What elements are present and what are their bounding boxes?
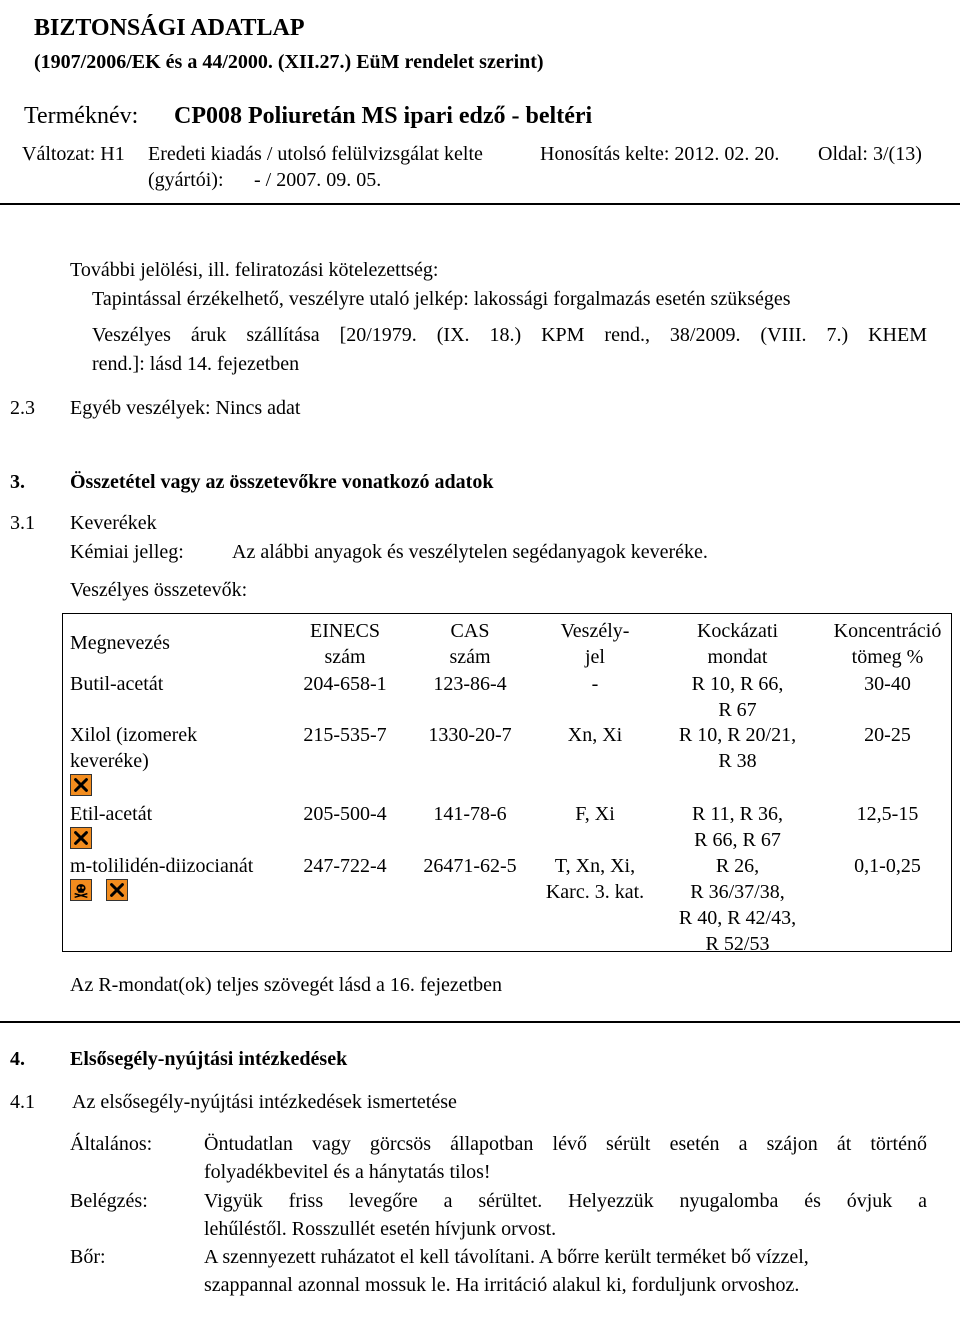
col-header-hazard: Veszély- jel bbox=[560, 620, 630, 668]
row-1-risk: R 10, R 66, R 67 bbox=[691, 673, 784, 721]
col-header-cas: CAS szám bbox=[449, 620, 491, 668]
row-2-cas: 1330-20-7 bbox=[428, 724, 512, 746]
section-3-number: 3. bbox=[10, 471, 25, 493]
section-2-3-number: 2.3 bbox=[10, 397, 35, 419]
first-aid-general-line-1: Öntudatlan vagy görcsös állapotban lévő sérült esetén a szájon át történő bbox=[204, 1133, 927, 1155]
row-3-name: Etil-acetát bbox=[70, 803, 153, 825]
row-2-einecs: 215-535-7 bbox=[303, 724, 387, 746]
row-1-name: Butil-acetát bbox=[70, 673, 164, 695]
section-3-title: Összetétel vagy az összetevőkre vonatkozó adatok bbox=[70, 471, 494, 493]
first-aid-skin-line-1: A szennyezett ruházatot el kell távolítani. A bőrre került terméket bő vízzel, bbox=[204, 1246, 809, 1268]
header-divider bbox=[0, 203, 960, 205]
additional-labeling: További jelölési, ill. feliratozási kötelezettség: bbox=[70, 259, 439, 281]
col-header-risk: Kockázati mondat bbox=[696, 620, 779, 668]
issue-value: - / 2007. 09. 05. bbox=[254, 169, 382, 191]
row-1-einecs: 204-658-1 bbox=[303, 673, 387, 695]
row-4-einecs: 247-722-4 bbox=[303, 855, 387, 877]
section-3-1-number: 3.1 bbox=[10, 512, 35, 534]
issue-label-2: (gyártói): bbox=[148, 169, 224, 191]
row-4-name: m-tolilidén-diizocianát bbox=[70, 855, 254, 877]
first-aid-inhalation-line-1: Vigyük friss levegőre a sérültet. Helyezzük nyugalomba és óvjuk a bbox=[204, 1190, 927, 1212]
row-4-cas: 26471-62-5 bbox=[423, 855, 517, 877]
version: Változat: H1 bbox=[22, 143, 125, 165]
chem-label: Kémiai jelleg: bbox=[70, 541, 184, 563]
honositas-date: Honosítás kelte: 2012. 02. 20. bbox=[540, 143, 780, 165]
first-aid-general-line-2: folyadékbevitel és a hánytatás tilos! bbox=[204, 1161, 491, 1183]
col-header-concentration: Koncentráció tömeg % bbox=[833, 620, 942, 668]
transport-line-2: rend.]: lásd 14. fejezetben bbox=[92, 353, 300, 375]
row-4-hazard: T, Xn, Xi, Karc. 3. kat. bbox=[545, 855, 645, 903]
row-1-cas: 123-86-4 bbox=[433, 673, 507, 695]
row-3-risk: R 11, R 36, R 66, R 67 bbox=[692, 803, 783, 851]
first-aid-general-label: Általános: bbox=[70, 1133, 153, 1155]
harmful-x-icon bbox=[70, 774, 92, 796]
toxic-skull-icon bbox=[70, 879, 92, 901]
first-aid-inhalation-label: Belégzés: bbox=[70, 1190, 148, 1212]
row-3-hazard: F, Xi bbox=[575, 803, 615, 825]
product-name: CP008 Poliuretán MS ipari edző - beltéri bbox=[174, 103, 593, 129]
other-hazards: Egyéb veszélyek: Nincs adat bbox=[70, 397, 301, 419]
first-aid-skin-label: Bőr: bbox=[70, 1246, 106, 1268]
row-2-hazard: Xn, Xi bbox=[567, 724, 623, 746]
section-3-1-title: Keverékek bbox=[70, 512, 157, 534]
row-4-concentration: 0,1-0,25 bbox=[854, 855, 921, 877]
chem-value: Az alábbi anyagok és veszélytelen segédanyagok keveréke. bbox=[232, 541, 708, 563]
first-aid-inhalation-line-2: lehűléstől. Rosszullét esetén hívjunk orvost. bbox=[204, 1218, 557, 1240]
row-3-cas: 141-78-6 bbox=[433, 803, 507, 825]
first-aid-skin-line-2: szappannal azonnal mossuk le. Ha irritáció alakul ki, forduljunk orvoshoz. bbox=[204, 1274, 800, 1296]
hazardous-components-label: Veszélyes összetevők: bbox=[70, 579, 248, 601]
row-4-risk: R 26, R 36/37/38, R 40, R 42/43, R 52/53 bbox=[678, 855, 797, 955]
document-title: BIZTONSÁGI ADATLAP bbox=[34, 15, 305, 41]
col-header-name: Megnevezés bbox=[70, 632, 170, 654]
r-phrase-note: Az R-mondat(ok) teljes szövegét lásd a 16. fejezetben bbox=[70, 974, 503, 996]
issue-label: Eredeti kiadás / utolsó felülvizsgálat kelte bbox=[148, 143, 483, 165]
regulation-line: (1907/2006/EK és a 44/2000. (XII.27.) EüM rendelet szerint) bbox=[34, 51, 544, 73]
transport-line-1: Veszélyes áruk szállítása [20/1979. (IX. 18.) KPM rend., 38/2009. (VIII. 7.) KHEM bbox=[92, 324, 927, 346]
page-number: Oldal: 3/(13) bbox=[818, 143, 922, 165]
section-4-number: 4. bbox=[10, 1048, 25, 1070]
section-4-1-number: 4.1 bbox=[10, 1091, 35, 1113]
harmful-x-icon bbox=[106, 879, 128, 901]
row-2-risk: R 10, R 20/21, R 38 bbox=[678, 724, 797, 772]
section-divider bbox=[0, 1021, 960, 1023]
tactile-warning: Tapintással érzékelhető, veszélyre utaló jelkép: lakossági forgalmazás esetén szükséges bbox=[92, 288, 791, 310]
col-header-einecs: EINECS szám bbox=[310, 620, 380, 668]
row-1-hazard: - bbox=[591, 673, 599, 695]
row-2-name: Xilol (izomerek keveréke) bbox=[70, 724, 198, 772]
row-1-concentration: 30-40 bbox=[864, 673, 911, 695]
section-4-title: Elsősegély-nyújtási intézkedések bbox=[70, 1048, 348, 1070]
row-3-einecs: 205-500-4 bbox=[303, 803, 387, 825]
row-2-concentration: 20-25 bbox=[864, 724, 911, 746]
harmful-x-icon bbox=[70, 827, 92, 849]
section-4-1-title: Az elsősegély-nyújtási intézkedések ismertetése bbox=[72, 1091, 457, 1113]
product-label: Terméknév: bbox=[24, 103, 139, 129]
row-3-concentration: 12,5-15 bbox=[856, 803, 919, 825]
